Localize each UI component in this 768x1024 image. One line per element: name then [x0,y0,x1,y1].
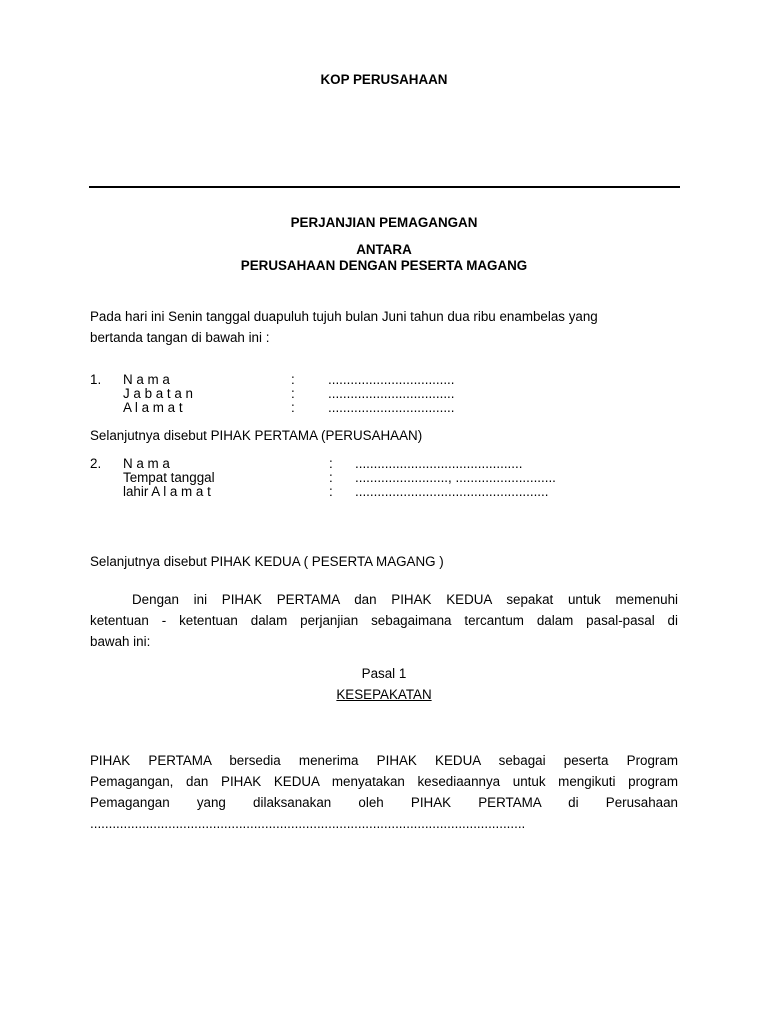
letterhead-title: KOP PERUSAHAAN [320,72,448,87]
party-2-name-value: ............................................. [355,456,523,471]
party-1-designation: Selanjutnya disebut PIHAK PERTAMA (PERUSAHAAN) [90,428,423,443]
article-1-number: Pasal 1 [361,666,407,681]
agreement-paragraph [90,589,678,652]
party-1-position-value: .................................. [328,386,455,401]
article-1-paragraph [90,750,678,834]
party-1-name-value: .................................. [328,372,455,387]
party-1-address-label: A l a m a t [123,400,183,415]
article-1-line-4: ..................................................................................................................... [90,816,526,831]
agreement-line-2: ketentuan - ketentuan dalam perjanjian sebagaimana tercantum dalam pasal-pasal di [90,613,678,628]
party-2-address-colon: : [329,484,333,499]
party-2-birthplace-value: ........................., ........................... [355,470,556,485]
agreement-line-1: Dengan ini PIHAK PERTAMA dan PIHAK KEDUA sepakat untuk memenuhi [132,592,678,607]
article-1-line-3: Pemagangan yang dilaksanakan oleh PIHAK PERTAMA di Perusahaan [90,795,678,810]
agreement-line-3: bawah ini: [90,634,151,649]
article-1-title: KESEPAKATAN [336,687,432,702]
party-1-position-colon: : [291,386,295,401]
party-2-birthplace-label: Tempat tanggal [123,470,215,485]
party-2-birthplace-colon: : [329,470,333,485]
party-1-name-colon: : [291,372,295,387]
party-1-address-value: .................................. [328,400,455,415]
party-2-number: 2. [90,456,102,471]
article-1-title-wrap [0,687,768,702]
article-1-line-1: PIHAK PERTAMA bersedia menerima PIHAK KEDUA sebagai peserta Program [90,753,678,768]
document-title: PERJANJIAN PEMAGANGAN [290,215,478,230]
party-2-name-colon: : [329,456,333,471]
article-1-line-2: Pemagangan, dan PIHAK KEDUA menyatakan kesediaannya untuk mengikuti program [90,774,678,789]
party-2-address-label: lahir A l a m a t [123,484,211,499]
document-subtitle-parties: PERUSAHAAN DENGAN PESERTA MAGANG [240,258,528,273]
intro-line-2: bertanda tangan di bawah ini : [90,330,270,345]
party-2-address-value: .................................................... [355,484,549,499]
letterhead-divider [89,186,680,188]
intro-line-1: Pada hari ini Senin tanggal duapuluh tujuh bulan Juni tahun dua ribu enambelas yang [90,309,598,324]
party-2-designation: Selanjutnya disebut PIHAK KEDUA ( PESERTA MAGANG ) [90,554,444,569]
party-1-address-colon: : [291,400,295,415]
party-1-position-label: J a b a t a n [123,386,193,401]
document-subtitle-antara: ANTARA [356,242,412,257]
party-1-number: 1. [90,372,102,387]
party-1-name-label: N a m a [123,372,170,387]
party-2-name-label: N a m a [123,456,170,471]
